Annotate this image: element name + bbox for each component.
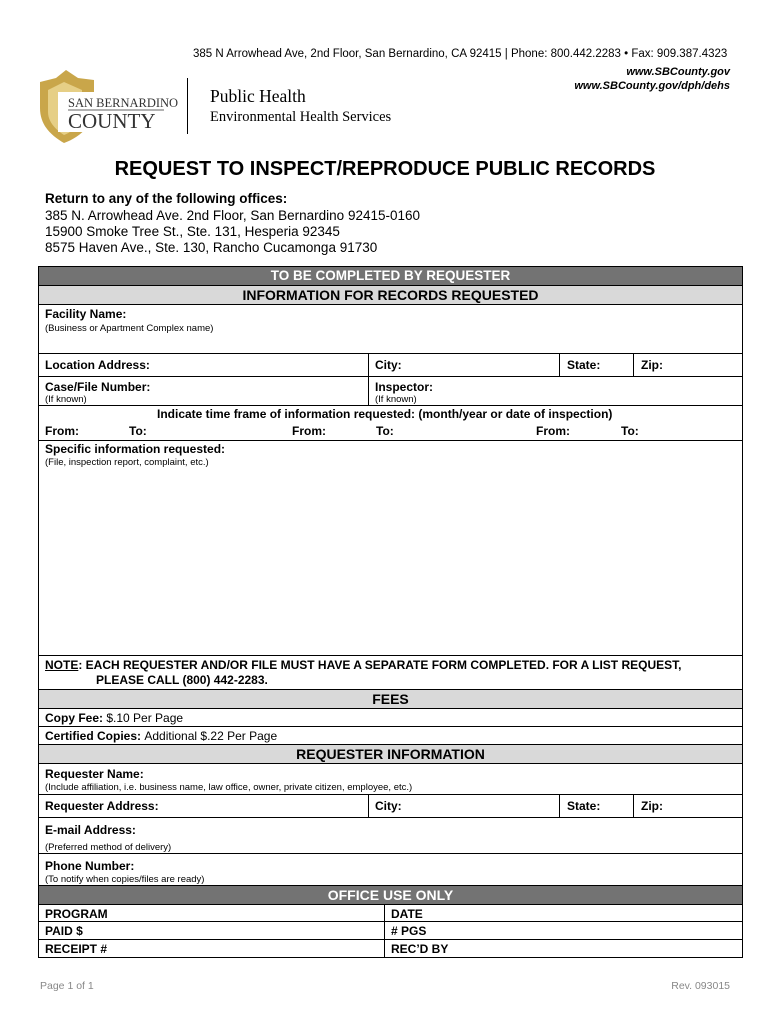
office-row-2: [39, 922, 742, 940]
specific-info-label: Specific information requested:: [45, 442, 226, 456]
section-bar-fees: FEES: [39, 690, 742, 709]
date-label: DATE: [391, 907, 423, 921]
requester-address-row: [39, 795, 742, 818]
note-row: [39, 656, 742, 690]
county-website-link[interactable]: www.SBCounty.gov: [626, 66, 730, 78]
revision-number: Rev. 093015: [671, 980, 730, 992]
location-address-label: Location Address:: [45, 358, 150, 372]
dehs-website-link[interactable]: www.SBCounty.gov/dph/dehs: [574, 80, 730, 92]
note-text-line2: PLEASE CALL (800) 442-2283.: [96, 673, 268, 687]
county-seal-logo: [38, 68, 188, 144]
to-label-1: To:: [129, 424, 147, 438]
specific-info-field[interactable]: [39, 441, 742, 656]
phone-label: Phone Number:: [45, 859, 135, 873]
location-address-row: [39, 354, 742, 377]
page-number: Page 1 of 1: [40, 980, 94, 992]
header-contact-line: 385 N Arrowhead Ave, 2nd Floor, San Bernardino, CA 92415 | Phone: 800.442.2283 • Fax: 909.387.4323: [193, 48, 728, 60]
facility-name-field[interactable]: [39, 305, 742, 354]
phone-hint: (To notify when copies/files are ready): [45, 874, 205, 885]
inspector-label: Inspector:: [375, 380, 434, 394]
case-file-hint: (If known): [45, 394, 87, 405]
requester-address-label: Requester Address:: [45, 799, 159, 813]
department-name: Public Health: [210, 86, 306, 106]
to-label-2: To:: [376, 424, 394, 438]
facility-name-label: Facility Name:: [45, 307, 127, 321]
location-zip-label: Zip:: [641, 358, 663, 372]
location-city-label: City:: [375, 358, 402, 372]
timeframe-row: [39, 406, 742, 441]
case-file-label: Case/File Number:: [45, 380, 151, 394]
from-label-1: From:: [45, 424, 79, 438]
logo-text-county: COUNTY: [68, 109, 156, 133]
logo-text-san-bernardino: SAN BERNARDINO: [68, 96, 179, 110]
pages-label: # PGS: [391, 924, 427, 938]
records-request-form: [38, 266, 743, 958]
note-text-line1: NOTE: EACH REQUESTER AND/OR FILE MUST HAVE A SEPARATE FORM COMPLETED. FOR A LIST REQUEST,: [45, 658, 682, 672]
from-label-3: From:: [536, 424, 570, 438]
program-label: PROGRAM: [45, 907, 108, 921]
office-address-1: 385 N. Arrowhead Ave. 2nd Floor, San Bernardino 92415-0160: [45, 208, 421, 223]
inspector-hint: (If known): [375, 394, 417, 405]
paid-label: PAID $: [45, 924, 83, 938]
office-row-3: [39, 940, 742, 957]
office-address-2: 15900 Smoke Tree St., Ste. 131, Hesperia 92345: [45, 224, 340, 239]
certified-copies-fee: Certified Copies: Additional $.22 Per Page: [45, 729, 278, 743]
case-inspector-row: [39, 377, 742, 406]
return-heading: Return to any of the following offices:: [45, 191, 288, 206]
from-label-2: From:: [292, 424, 326, 438]
office-row-1: [39, 905, 742, 922]
requester-zip-label: Zip:: [641, 799, 663, 813]
received-by-label: REC’D BY: [391, 942, 449, 956]
section-bar-office-use: OFFICE USE ONLY: [39, 886, 742, 905]
division-name: Environmental Health Services: [210, 109, 392, 125]
receipt-label: RECEIPT #: [45, 942, 108, 956]
header-divider: [187, 78, 188, 134]
section-bar-records-info: INFORMATION FOR RECORDS REQUESTED: [39, 286, 742, 305]
section-bar-requester-info: REQUESTER INFORMATION: [39, 745, 742, 764]
requester-state-label: State:: [567, 799, 601, 813]
requester-city-label: City:: [375, 799, 402, 813]
location-state-label: State:: [567, 358, 601, 372]
specific-info-hint: (File, inspection report, complaint, etc.): [45, 457, 209, 468]
copy-fee: Copy Fee: $.10 Per Page: [45, 711, 184, 725]
requester-name-field[interactable]: [39, 764, 742, 795]
section-bar-requester: TO BE COMPLETED BY REQUESTER: [39, 267, 742, 286]
certified-copies-row: [39, 727, 742, 745]
page-title: REQUEST TO INSPECT/REPRODUCE PUBLIC RECORDS: [114, 158, 656, 180]
requester-name-label: Requester Name:: [45, 767, 144, 781]
office-address-3: 8575 Haven Ave., Ste. 130, Rancho Cucamonga 91730: [45, 240, 378, 255]
phone-field[interactable]: [39, 854, 742, 886]
to-label-3: To:: [621, 424, 639, 438]
copy-fee-row: [39, 709, 742, 727]
email-field[interactable]: [39, 818, 742, 854]
requester-name-hint: (Include affiliation, i.e. business name, law office, owner, private citizen, employee, etc.): [45, 782, 413, 793]
email-hint: (Preferred method of delivery): [45, 842, 172, 853]
email-label: E-mail Address:: [45, 823, 136, 837]
facility-name-hint: (Business or Apartment Complex name): [45, 323, 214, 334]
timeframe-label: Indicate time frame of information requested: (month/year or date of inspection): [157, 407, 613, 421]
